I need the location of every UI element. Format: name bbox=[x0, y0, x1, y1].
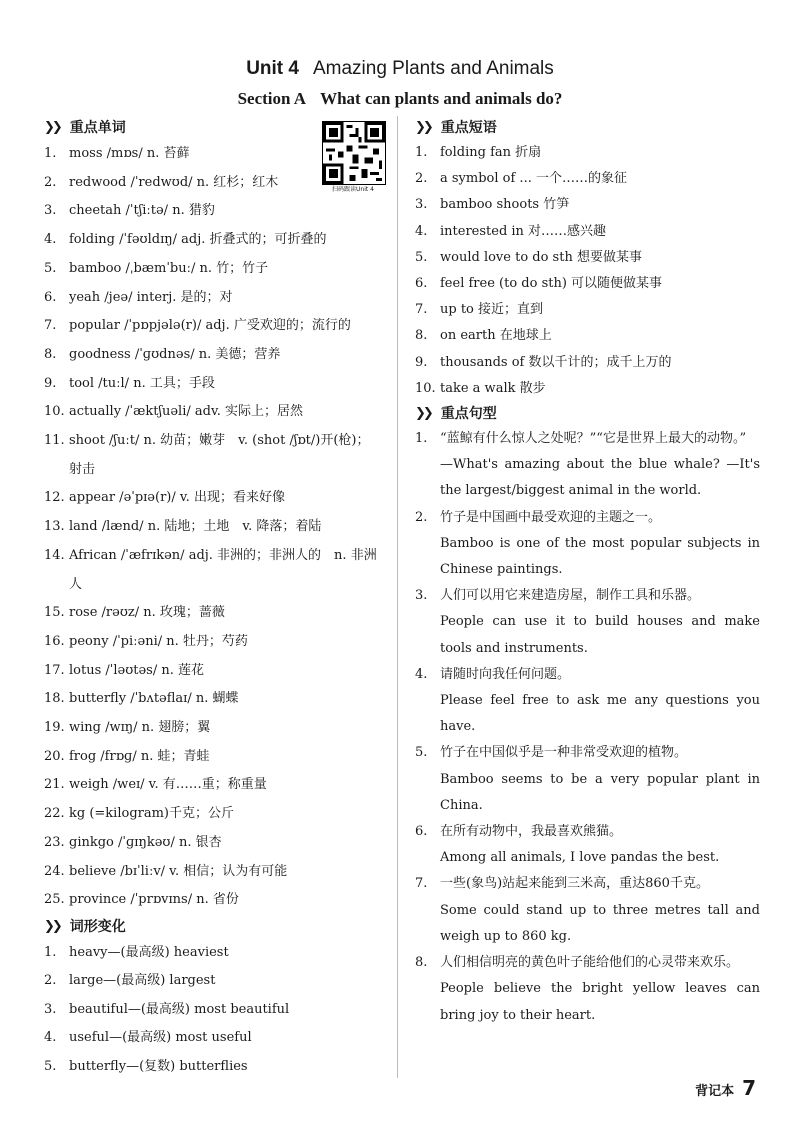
sentence-english: Among all animals, I love pandas the best. bbox=[440, 850, 720, 866]
item-text: believe /bɪˈliːv/ v. 相信；认为有可能 bbox=[69, 863, 288, 879]
item-text: up to 接近；直到 bbox=[440, 302, 544, 318]
item-number: 24. bbox=[44, 863, 65, 879]
list-item bbox=[415, 871, 760, 950]
item-number: 18. bbox=[44, 691, 65, 707]
item-text: cheetah /ˈtʃiːtə/ n. 猎豹 bbox=[69, 203, 215, 219]
item-text: a symbol of ... 一个……的象征 bbox=[440, 171, 627, 187]
sentence-chinese: 请随时向我任何问题。 bbox=[440, 666, 571, 682]
left-column bbox=[44, 116, 379, 1081]
item-number: 19. bbox=[44, 720, 65, 736]
item-number: 4. bbox=[415, 666, 428, 682]
list-item bbox=[415, 426, 760, 505]
sentence-pair bbox=[440, 871, 760, 950]
item-text: lotus /ˈləʊtəs/ n. 莲花 bbox=[69, 662, 204, 678]
sentence-pair bbox=[440, 505, 760, 584]
item-number: 14. bbox=[44, 547, 65, 563]
item-text: actually /ˈæktʃuəli/ adv. 实际上；居然 bbox=[69, 404, 304, 420]
sentence-english: Bamboo is one of the most popular subjects in Chinese paintings. bbox=[440, 535, 760, 578]
item-text: shoot /ʃuːt/ n. 幼苗；嫩芽 v. (shot /ʃɒt/)开(枪)；射击 bbox=[69, 433, 370, 477]
item-text: peony /ˈpiːəni/ n. 牡丹；芍药 bbox=[69, 633, 248, 649]
item-number: 3. bbox=[44, 203, 57, 219]
item-text: land /lænd/ n. 陆地；土地 v. 降落；着陆 bbox=[69, 519, 322, 535]
item-text: rose /rəʊz/ n. 玫瑰；蔷薇 bbox=[69, 605, 225, 621]
sentence-pair bbox=[440, 583, 760, 662]
list-item bbox=[44, 743, 379, 772]
unit-name: Amazing Plants and Animals bbox=[312, 58, 554, 79]
key-phrases-list bbox=[415, 140, 760, 402]
item-number: 21. bbox=[44, 777, 65, 793]
item-number: 5. bbox=[44, 1058, 57, 1074]
item-text: feel free (to do sth) 可以随便做某事 bbox=[440, 276, 663, 292]
sentence-chinese: 竹子是中国画中最受欢迎的主题之一。 bbox=[440, 509, 662, 525]
list-item bbox=[44, 1024, 379, 1053]
list-item bbox=[44, 484, 379, 513]
item-number: 10. bbox=[415, 380, 436, 396]
item-number: 2. bbox=[415, 171, 428, 187]
item-text: thousands of 数以千计的；成千上万的 bbox=[440, 354, 672, 370]
sentence-english: People can use it to build houses and make tools and instruments. bbox=[440, 614, 760, 656]
list-item bbox=[44, 513, 379, 542]
item-text: weigh /weɪ/ v. 有……重；称重量 bbox=[69, 777, 267, 793]
list-item bbox=[415, 166, 760, 192]
section-name: What can plants and animals do? bbox=[320, 89, 563, 108]
item-number: 4. bbox=[44, 232, 57, 248]
item-number: 7. bbox=[415, 876, 428, 892]
item-number: 4. bbox=[415, 223, 428, 239]
list-item bbox=[44, 1053, 379, 1082]
item-number: 1. bbox=[44, 944, 57, 960]
unit-label: Unit 4 bbox=[246, 58, 299, 79]
list-item bbox=[44, 197, 379, 226]
item-number: 5. bbox=[415, 249, 428, 265]
sentence-chinese: “蓝鲸有什么惊人之处呢？”“它是世界上最大的动物。” bbox=[440, 431, 747, 447]
item-text: goodness /ˈɡʊdnəs/ n. 美德；营养 bbox=[69, 346, 281, 362]
list-item bbox=[44, 427, 379, 484]
item-number: 7. bbox=[44, 318, 57, 334]
item-number: 7. bbox=[415, 302, 428, 318]
sentence-chinese: 竹子在中国似乎是一种非常受欢迎的植物。 bbox=[440, 745, 688, 761]
item-number: 9. bbox=[44, 375, 57, 391]
double-chevron-icon: ❯❯ bbox=[415, 120, 431, 135]
item-text: popular /ˈpɒpjələ(r)/ adj. 广受欢迎的；流行的 bbox=[69, 318, 351, 334]
list-item bbox=[415, 583, 760, 662]
page-footer bbox=[695, 1076, 756, 1100]
word-forms-heading: ❯❯ 词形变化 bbox=[44, 915, 379, 939]
sentence-chinese: 一些(象鸟)站起来能到三米高，重达860千克。 bbox=[440, 876, 709, 892]
item-number: 6. bbox=[44, 289, 57, 305]
list-item bbox=[415, 297, 760, 323]
sentence-chinese: 在所有动物中，我最喜欢熊猫。 bbox=[440, 824, 623, 840]
list-item bbox=[415, 219, 760, 245]
sentence-english: People believe the bright yellow leaves can bring joy to their heart. bbox=[440, 981, 760, 1023]
item-number: 1. bbox=[415, 431, 428, 447]
page-number: 7 bbox=[742, 1076, 756, 1100]
sentence-chinese: 人们可以用它来建造房屋，制作工具和乐器。 bbox=[440, 588, 701, 604]
item-number: 20. bbox=[44, 748, 65, 764]
double-chevron-icon: ❯❯ bbox=[415, 406, 431, 422]
item-number: 8. bbox=[44, 346, 57, 362]
sentence-english: Please feel free to ask me any questions you have. bbox=[440, 693, 760, 735]
list-item bbox=[415, 376, 760, 402]
book-label: 背记本 bbox=[695, 1084, 735, 1099]
list-item bbox=[415, 505, 760, 584]
sentence-pair bbox=[440, 950, 760, 1029]
key-words-list bbox=[44, 140, 379, 915]
item-number: 13. bbox=[44, 519, 65, 535]
item-number: 8. bbox=[415, 328, 428, 344]
list-item bbox=[415, 740, 760, 819]
item-text: province /ˈprɒvɪns/ n. 省份 bbox=[69, 892, 239, 908]
item-text: moss /mɒs/ n. 苔藓 bbox=[69, 146, 190, 161]
list-item bbox=[44, 226, 379, 255]
item-number: 22. bbox=[44, 806, 65, 822]
list-item bbox=[44, 370, 379, 399]
list-item bbox=[44, 714, 379, 743]
list-item bbox=[415, 819, 760, 871]
list-item bbox=[44, 341, 379, 370]
sentence-pair bbox=[440, 662, 760, 741]
sentence-chinese: 人们相信明亮的黄色叶子能给他们的心灵带来欢乐。 bbox=[440, 955, 740, 971]
list-item bbox=[44, 886, 379, 915]
key-phrases-heading: ❯❯ 重点短语 bbox=[415, 116, 760, 140]
item-text: would love to do sth 想要做某事 bbox=[440, 249, 642, 265]
item-number: 25. bbox=[44, 892, 65, 908]
item-number: 5. bbox=[415, 745, 428, 761]
sentence-pair bbox=[440, 819, 760, 871]
item-text: interested in 对……感兴趣 bbox=[440, 223, 607, 239]
item-text: tool /tuːl/ n. 工具；手段 bbox=[69, 375, 215, 391]
item-text: wing /wɪŋ/ n. 翅膀；翼 bbox=[69, 720, 211, 736]
item-number: 11. bbox=[44, 433, 65, 449]
word-forms-list bbox=[44, 939, 379, 1082]
list-item bbox=[415, 192, 760, 218]
unit-title bbox=[0, 58, 800, 80]
sentence-pair bbox=[440, 426, 760, 505]
list-item bbox=[44, 140, 379, 169]
list-item bbox=[44, 657, 379, 686]
item-text: bamboo shoots 竹笋 bbox=[440, 197, 570, 213]
key-sentences-heading: ❯❯ 重点句型 bbox=[415, 402, 760, 426]
item-number: 10. bbox=[44, 404, 65, 420]
list-item bbox=[415, 350, 760, 376]
list-item bbox=[44, 771, 379, 800]
double-chevron-icon: ❯❯ bbox=[44, 918, 60, 934]
item-text: folding fan 折扇 bbox=[440, 145, 542, 160]
section-title bbox=[0, 89, 800, 109]
item-text: useful—(最高级) most useful bbox=[69, 1030, 252, 1046]
item-number: 2. bbox=[44, 973, 57, 989]
list-item bbox=[415, 662, 760, 741]
item-number: 1. bbox=[415, 145, 428, 160]
right-column bbox=[415, 116, 760, 1029]
item-number: 4. bbox=[44, 1030, 57, 1046]
item-number: 8. bbox=[415, 955, 428, 971]
item-text: frog /frɒɡ/ n. 蛙；青蛙 bbox=[69, 748, 210, 764]
item-text: take a walk 散步 bbox=[440, 380, 546, 396]
list-item bbox=[44, 800, 379, 829]
item-number: 6. bbox=[415, 824, 428, 840]
list-item bbox=[44, 829, 379, 858]
list-item bbox=[415, 245, 760, 271]
list-item bbox=[415, 323, 760, 349]
list-item bbox=[44, 398, 379, 427]
item-text: on earth 在地球上 bbox=[440, 328, 552, 344]
list-item bbox=[44, 628, 379, 657]
key-sentences-list bbox=[415, 426, 760, 1029]
list-item bbox=[44, 967, 379, 996]
item-number: 15. bbox=[44, 605, 65, 621]
item-number: 6. bbox=[415, 276, 428, 292]
item-text: yeah /jeə/ interj. 是的；对 bbox=[69, 289, 233, 305]
list-item bbox=[415, 140, 760, 166]
item-text: beautiful—(最高级) most beautiful bbox=[69, 1001, 290, 1017]
list-item bbox=[44, 312, 379, 341]
item-number: 23. bbox=[44, 834, 65, 850]
item-number: 16. bbox=[44, 633, 65, 649]
item-text: bamboo /ˌbæmˈbuː/ n. 竹；竹子 bbox=[69, 260, 269, 276]
item-text: kg (=kilogram)千克；公斤 bbox=[69, 806, 235, 822]
section-label: Section A bbox=[237, 89, 307, 108]
item-text: butterfly—(复数) butterflies bbox=[69, 1058, 248, 1074]
list-item bbox=[44, 599, 379, 628]
sentence-pair bbox=[440, 740, 760, 819]
list-item bbox=[415, 271, 760, 297]
list-item bbox=[415, 950, 760, 1029]
item-text: ginkgo /ˈɡɪŋkəʊ/ n. 银杏 bbox=[69, 834, 222, 850]
item-text: heavy—(最高级) heaviest bbox=[69, 944, 229, 960]
item-text: butterfly /ˈbʌtəflaɪ/ n. 蝴蝶 bbox=[69, 691, 239, 707]
item-text: folding /ˈfəʊldɪŋ/ adj. 折叠式的；可折叠的 bbox=[69, 232, 327, 248]
key-words-heading: ❯❯ 重点单词 bbox=[44, 116, 379, 140]
item-number: 9. bbox=[415, 354, 428, 370]
item-number: 3. bbox=[415, 197, 428, 213]
list-item bbox=[44, 996, 379, 1025]
item-number: 2. bbox=[44, 174, 57, 190]
item-text: African /ˈæfrɪkən/ adj. 非洲的；非洲人的 n. 非洲人 bbox=[69, 547, 377, 592]
item-text: large—(最高级) largest bbox=[69, 973, 216, 989]
item-number: 12. bbox=[44, 490, 65, 506]
item-number: 2. bbox=[415, 509, 428, 525]
qr-caption: 扫码跟读Unit 4 bbox=[332, 186, 374, 193]
list-item bbox=[44, 169, 379, 198]
list-item bbox=[44, 939, 379, 968]
item-number: 17. bbox=[44, 662, 65, 678]
sentence-english: Some could stand up to three metres tall and weigh up to 860 kg. bbox=[440, 902, 760, 944]
sentence-english: —What's amazing about the blue whale? —It's the largest/biggest animal in the world. bbox=[440, 457, 760, 499]
list-item bbox=[44, 685, 379, 714]
item-number: 5. bbox=[44, 260, 57, 276]
item-text: redwood /ˈredwʊd/ n. 红杉；红木 bbox=[69, 174, 279, 190]
list-item bbox=[44, 858, 379, 887]
list-item bbox=[44, 284, 379, 313]
list-item bbox=[44, 542, 379, 599]
double-chevron-icon: ❯❯ bbox=[44, 120, 60, 135]
item-text: appear /əˈpɪə(r)/ v. 出现；看来好像 bbox=[69, 490, 285, 506]
list-item bbox=[44, 255, 379, 284]
item-number: 3. bbox=[44, 1001, 57, 1017]
item-number: 1. bbox=[44, 146, 57, 161]
sentence-english: Bamboo seems to be a very popular plant in China. bbox=[440, 771, 760, 813]
column-divider bbox=[397, 116, 398, 1078]
item-number: 3. bbox=[415, 588, 428, 604]
